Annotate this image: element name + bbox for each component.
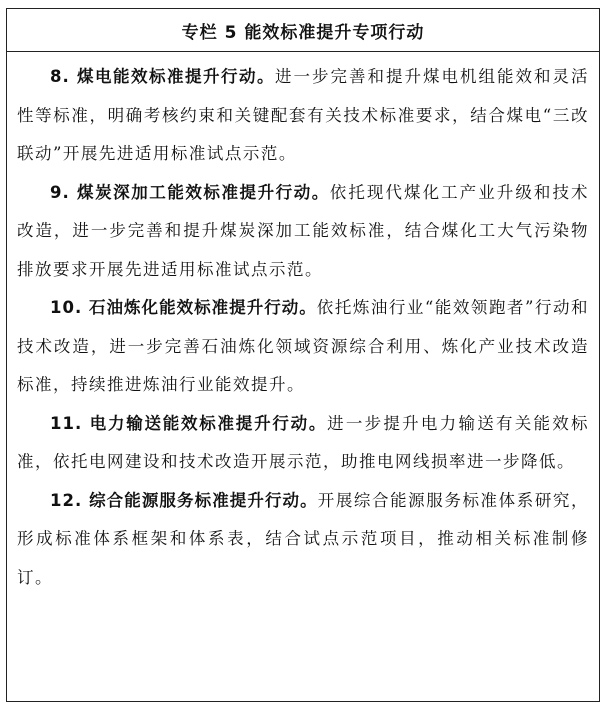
column-content — [7, 52, 599, 597]
action-item-10 — [17, 289, 589, 405]
column-box — [6, 8, 600, 702]
action-item-text: 进一步提升电力输送有关能效标准，依托电网建设和技术改造开展示范，助推电网线损率进一步降低。 — [17, 413, 590, 471]
action-item-11 — [17, 405, 589, 482]
action-item-title: 10. 石油炼化能效标准提升行动。 — [50, 298, 317, 317]
action-item-text: 依托现代煤化工产业升级和技术改造，进一步完善和提升煤炭深加工能效标准，结合煤化工大气污染物排放要求开展先进适用标准试点示范。 — [17, 182, 589, 279]
action-item-text: 进一步完善和提升煤电机组能效和灵活性等标准，明确考核约束和关键配套有关技术标准要求，结合煤电“三改联动”开展先进适用标准试点示范。 — [17, 67, 589, 163]
action-item-9 — [17, 174, 589, 290]
action-item-text: 依托炼油行业“能效领跑者”行动和技术改造，进一步完善石油炼化领域资源综合利用、炼化产业技术改造标准，持续推进炼油行业能效提升。 — [17, 298, 589, 394]
action-item-title: 12. 综合能源服务标准提升行动。 — [50, 490, 318, 510]
action-item-title: 11. 电力输送能效标准提升行动。 — [50, 413, 328, 433]
action-item-title: 9. 煤炭深加工能效标准提升行动。 — [50, 182, 330, 202]
action-item-12 — [17, 482, 589, 598]
column-title: 专栏 5 能效标准提升专项行动 — [7, 9, 599, 52]
action-item-8 — [17, 58, 589, 174]
action-item-title: 8. 煤电能效标准提升行动。 — [50, 67, 275, 86]
action-item-text: 开展综合能源服务标准体系研究，形成标准体系框架和体系表，结合试点示范项目，推动相关标准制修订。 — [17, 490, 589, 587]
